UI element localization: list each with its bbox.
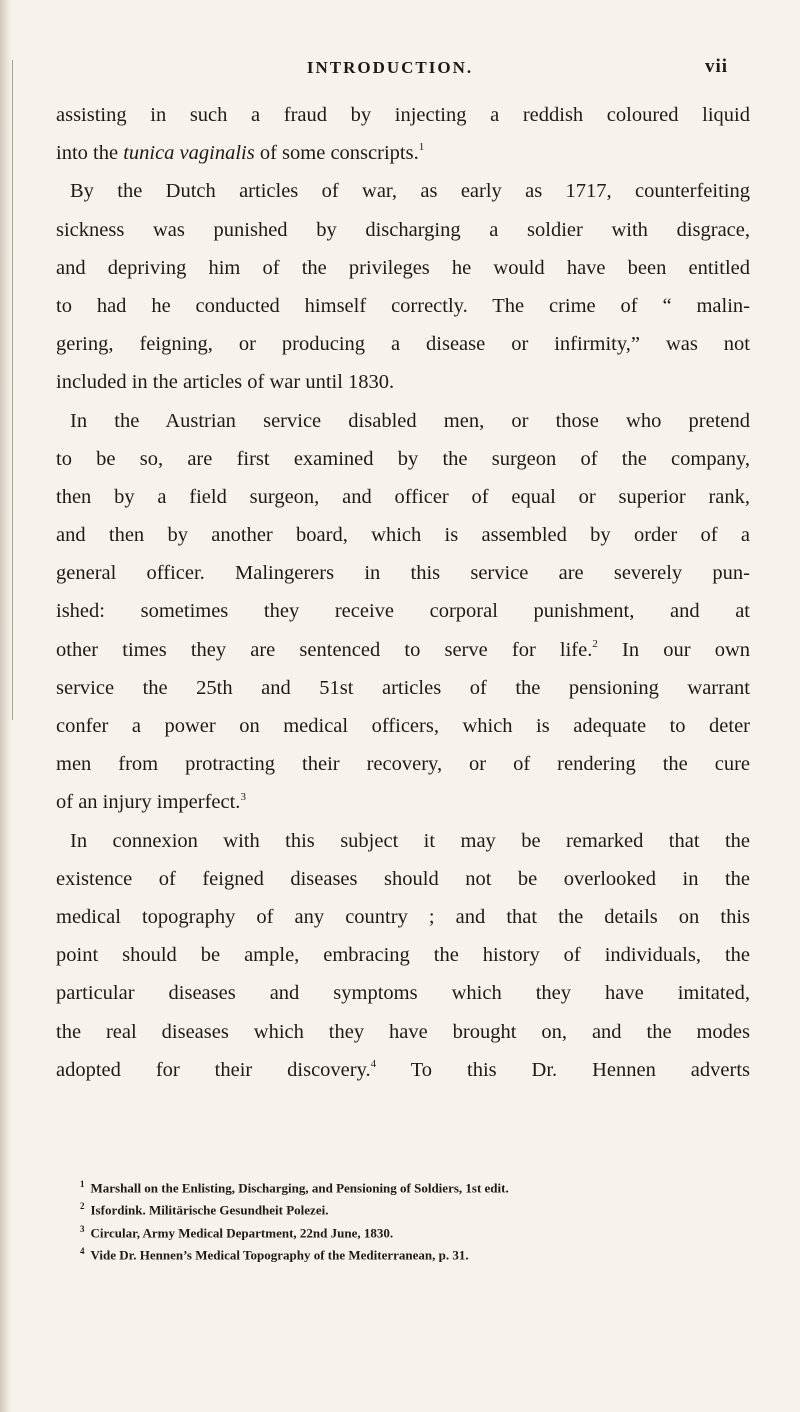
line-text: existence of feigned diseases should not be overlooked in the [56,867,750,890]
text-line [56,287,750,325]
line-text: In the Austrian service disabled men, or those who pretend [70,409,750,432]
line-text: ished: sometimes they receive corporal punishment, and at [56,600,750,623]
line-text: medical topography of any country ; and that the details on this [56,905,750,928]
footnote-text: Marshall on the Enlisting, Discharging, and Pensioning of Soldiers, 1st edit. [90,1180,509,1196]
text-line [56,134,750,172]
text-line [56,211,750,249]
line-text: In our own [597,638,750,661]
margin-rule [12,60,13,720]
text-line [56,936,750,974]
line-text: By the Dutch articles of war, as early as 1717, counterfeiting [70,180,750,203]
line-text: the real diseases which they have brought on, and the modes [56,1020,750,1043]
line-text: To this Dr. Hennen adverts [376,1058,750,1081]
footnote-mark: 4 [80,1245,85,1256]
footnote [80,1197,740,1219]
page-number: vii [704,56,728,77]
footnote-reference: 2 [592,637,598,650]
footnote-text: Isfordink. Militärische Gesundheit Polezei. [90,1202,329,1218]
line-text: of some conscripts. [254,142,419,165]
line-text: assisting in such a fraud by injecting a reddish coloured liquid [56,104,750,126]
text-line [56,860,750,898]
line-text: to be so, are first examined by the surgeon of the company, [56,447,750,470]
footnote-reference: 4 [370,1057,377,1070]
line-text: included in the articles of war until 1830. [56,371,395,394]
text-line [56,898,750,936]
footnote-mark: 1 [80,1179,85,1189]
line-text: of an injury imperfect. [56,791,241,814]
footnote-text: Circular, Army Medical Department, 22nd June, 1830. [90,1224,394,1240]
text-line [56,554,750,592]
line-text: to had he conducted himself correctly. The crime of “ malin- [56,294,750,317]
running-title: INTRODUCTION. [306,58,474,77]
text-line [56,478,750,516]
text-line [56,249,750,287]
line-text: particular diseases and symptoms which they have imitated, [56,982,750,1005]
text-line [56,1051,750,1089]
text-line [56,325,750,363]
line-text: In connexion with this subject it may be remarked that the [70,829,750,852]
line-text: then by a field surgeon, and officer of equal or superior rank, [56,485,750,508]
footnote [80,1175,740,1197]
line-text: general officer. Malingerers in this service are severely pun- [56,562,750,585]
footnote-mark: 3 [80,1223,85,1234]
text-line [56,783,750,821]
footnote-reference: 1 [418,141,425,154]
text-line [56,172,750,210]
line-text: and depriving him of the privileges he would have been entitled [56,256,750,279]
line-text: into the [56,142,124,165]
footnotes [80,1175,740,1264]
text-line [56,592,750,630]
line-text: point should be ample, embracing the history of individuals, the [56,944,750,967]
text-line [56,516,750,554]
page-spine-shadow [0,0,12,1412]
text-line [56,440,750,478]
line-text: confer a power on medical officers, which is adequate to deter [56,715,750,737]
text-line [56,707,750,745]
text-line [56,745,750,783]
text-line [56,363,750,401]
text-line [56,631,750,669]
line-text: men from protracting their recovery, or of rendering the cure [56,753,750,776]
footnote-text: Vide Dr. Hennen’s Medical Topography of the Mediterranean, p. 31. [90,1247,469,1263]
line-text: adopted for their discovery. [56,1058,371,1081]
footnote [80,1220,740,1242]
text-line [56,974,750,1012]
line-text: other times they are sentenced to serve for life. [56,638,593,661]
footnote [80,1242,740,1264]
text-line [56,402,750,440]
footnote-reference: 3 [240,790,246,803]
body-text [56,96,750,1089]
italic-term: tunica vaginalis [123,142,255,165]
text-line [56,96,750,134]
line-text: service the 25th and 51st articles of the pensioning warrant [56,676,750,699]
text-line [56,822,750,860]
line-text: and then by another board, which is assembled by order of a [56,524,750,547]
text-line [56,1013,750,1051]
line-text: gering, feigning, or producing a disease or infirmity,” was not [56,333,750,356]
text-line [56,669,750,707]
footnote-mark: 2 [80,1201,85,1212]
line-text: sickness was punished by discharging a soldier with disgrace, [56,218,750,241]
